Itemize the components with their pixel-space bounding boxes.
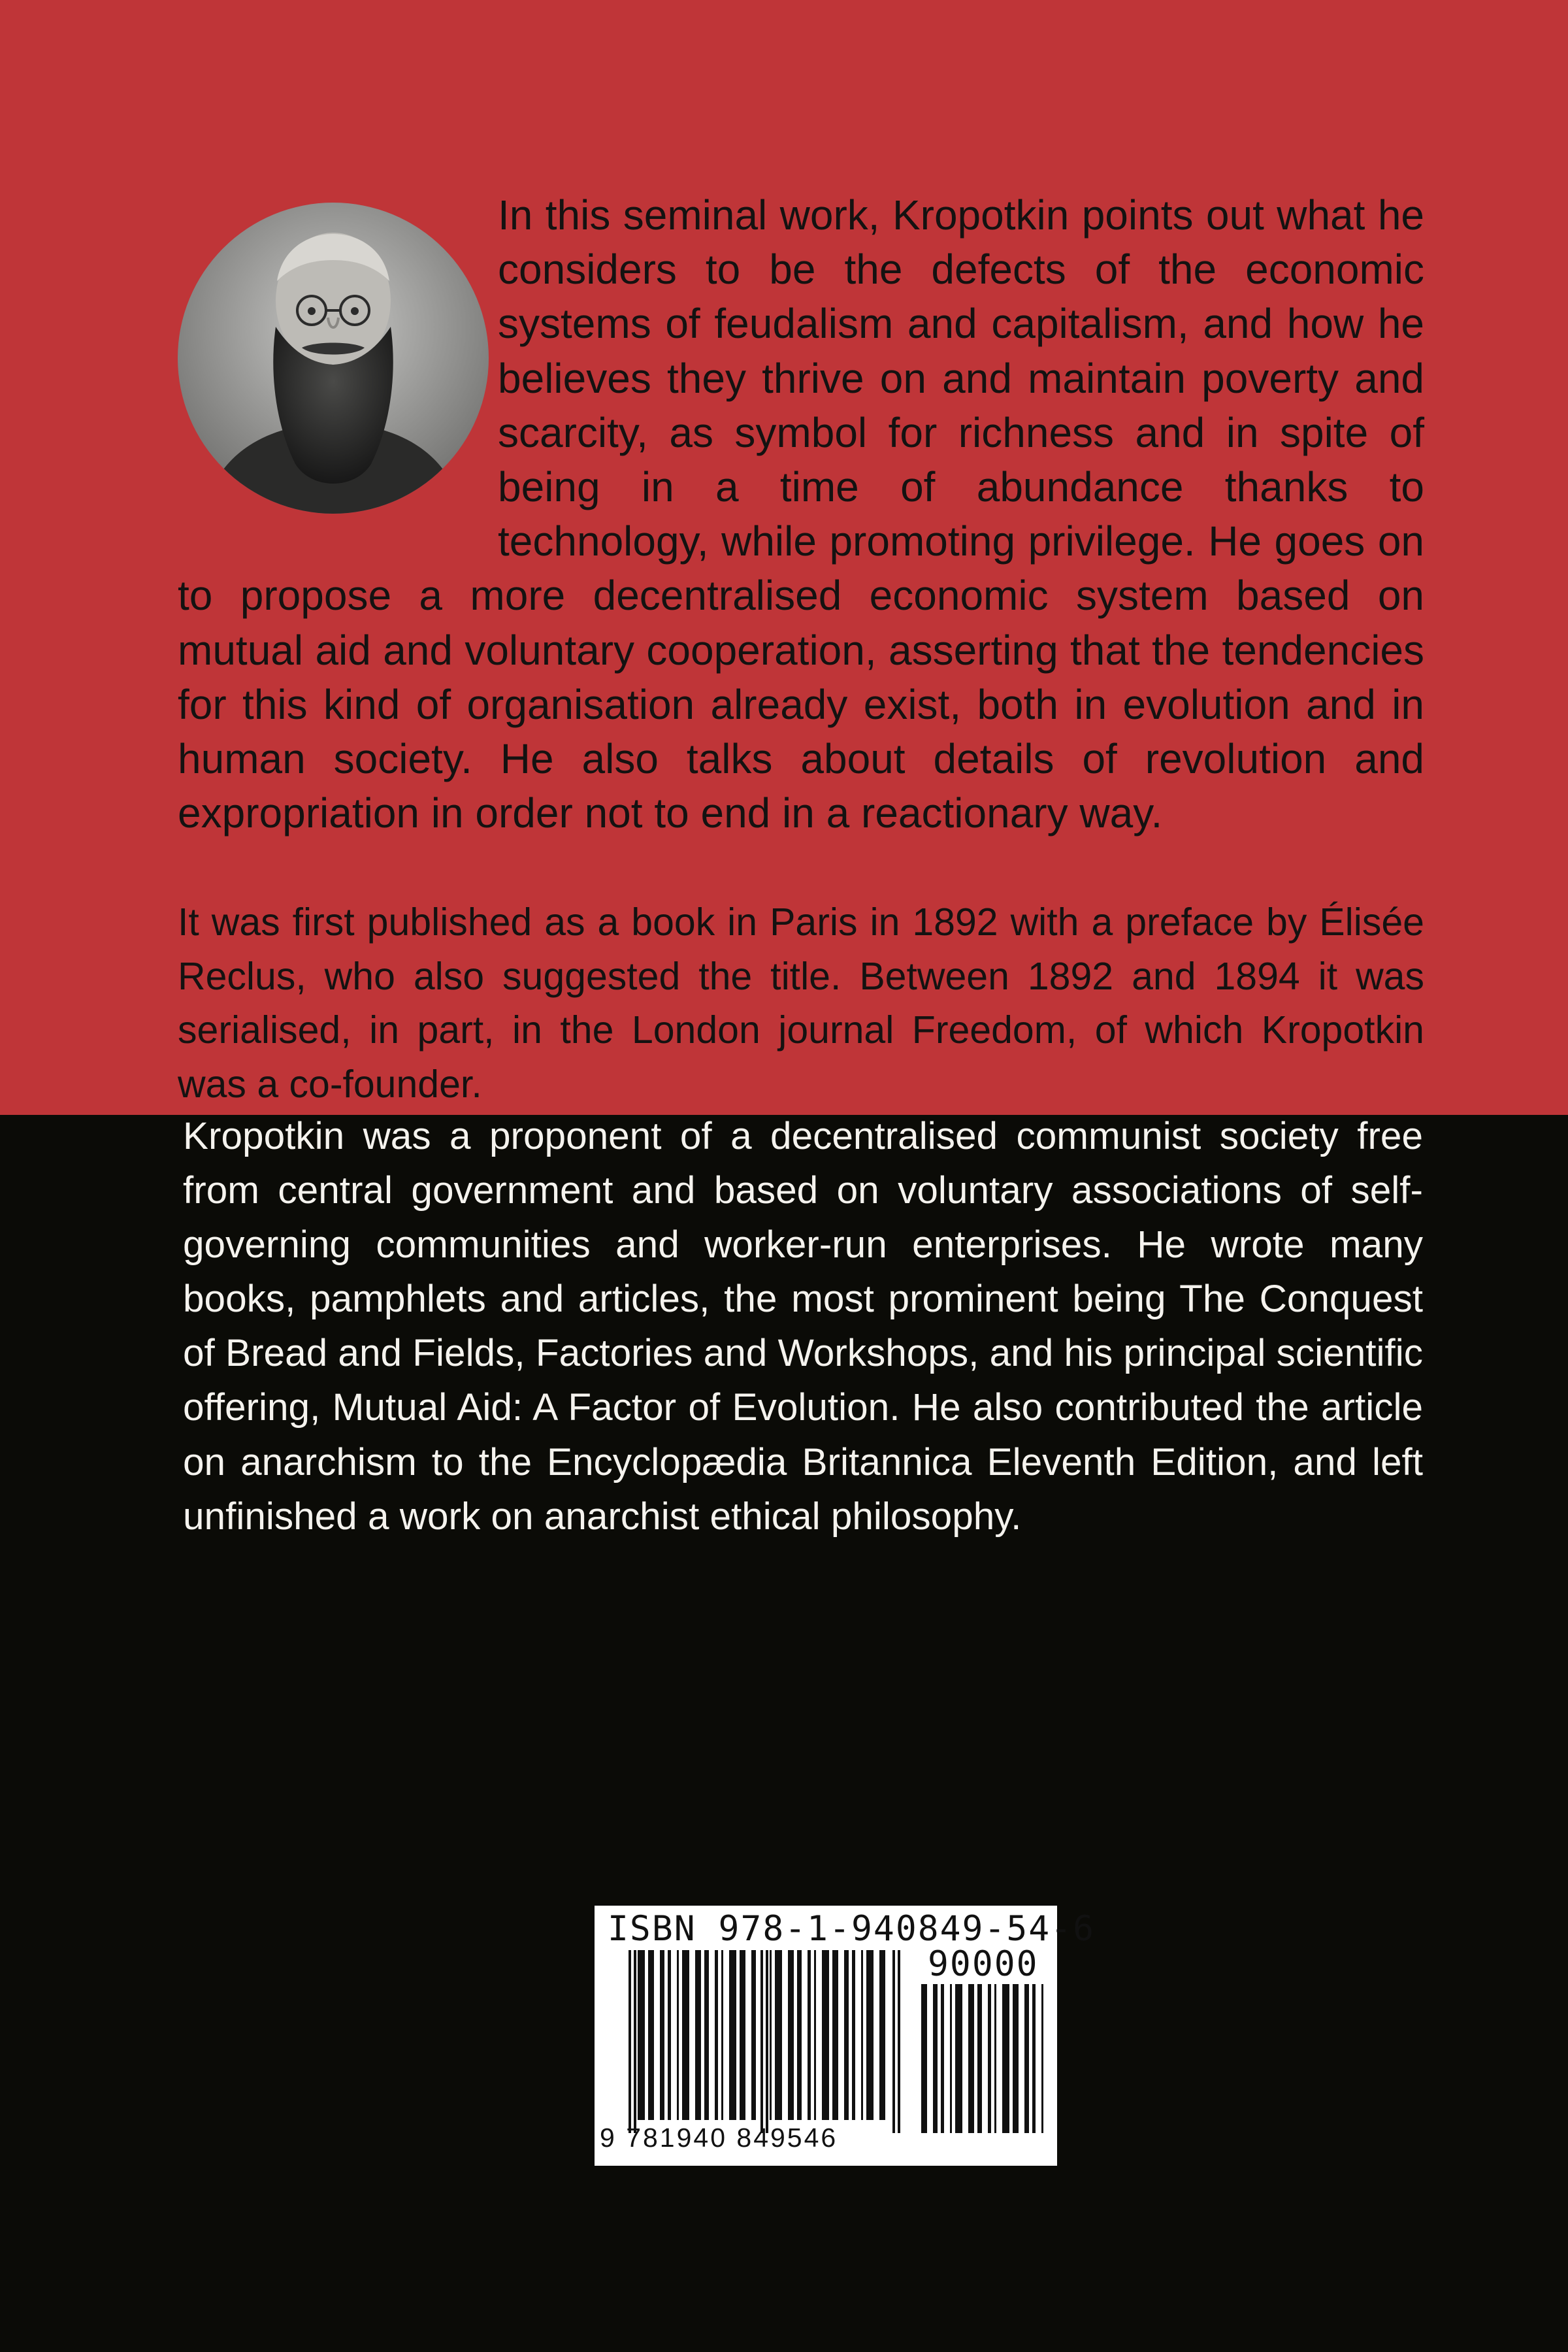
barcode-bar [770,1950,772,2120]
barcode-bar [740,1950,745,2120]
barcode-bar [921,1984,927,2133]
isbn-label: ISBN 978-1-940849-54-6 [608,1909,1095,1949]
barcode-bar [682,1950,689,2120]
price-code: 90000 [928,1944,1039,1984]
barcode-bar [660,1950,664,2120]
barcode-bar [814,1950,816,2120]
barcode-bar [822,1950,829,2120]
ean-digits: 9 781940 849546 [600,2123,838,2153]
barcode-bar [852,1950,855,2120]
barcode-guard-bar [898,1950,900,2133]
barcode-bar [1002,1984,1009,2133]
barcode-bar [788,1950,794,2120]
barcode-bar [638,1950,645,2120]
summary-text: In this seminal work, Kropotkin points out what he considers to be the defects of the economic systems of feudalism and capitalism, and how he believes they thrive on and maintain poverty and scarcity, as symbol for richness and in spite of being in a time of abundance thanks to technology, while promoting privilege. He goes on to propose a more decentralised economic system based on mutual aid and voluntary cooperation, asserting that the tendencies for this kind of organisation already exist, both in evolution and in human society. He also talks about details of revolution and expropriation in order not to end in a reactionary way. [178,191,1424,837]
barcode-bar [933,1984,938,2133]
barcode-bar [704,1950,709,2120]
barcode-bar [861,1950,863,2120]
isbn-barcode [595,1906,1095,2166]
barcode-bar [797,1950,802,2120]
barcode-bar [844,1950,849,2120]
barcode-bar [668,1950,671,2120]
barcode-guard-bar [760,1950,763,2133]
barcode-bar [648,1950,654,2120]
barcode-bar [977,1984,982,2133]
barcode-bar [950,1984,952,2133]
barcode-bar [677,1950,679,2120]
portrait-float-spacer [178,188,498,554]
book-summary [178,188,1424,840]
barcode-guard-bar [634,1950,636,2133]
barcode-bar [1013,1984,1019,2133]
barcode-bar [715,1950,718,2120]
publication-history: It was first published as a book in Paris in 1892 with a preface by Élisée Reclus, who also suggested the title. Between 1892 and 1894 it was serialised, in part, in the London journal Freedom, of which Kropotkin was a co-founder. [178,901,1424,1106]
barcode-bar [988,1984,991,2133]
barcode-bar [695,1950,701,2120]
barcode-bar [721,1950,723,2120]
barcode-bar [1041,1984,1043,2133]
barcode-bar [866,1950,874,2120]
barcode-bar [1032,1984,1036,2133]
barcode-bar [808,1950,811,2120]
barcode-bar [775,1950,782,2120]
author-biography: Kropotkin was a proponent of a decentralised communist society free from central government and based on voluntary associations of self-governing communities and worker-run enterprises. He wrote many books, pamphlets and articles, the most prominent being The Conquest of Bread and Fields, Factories and Workshops, and his principal scientific offering, Mutual Aid: A Factor of Evolution. He also contributed the article on anarchism to the Encyclopædia Britannica Eleventh Edition, and left unfinished a work on anarchist ethical philosophy. [183,1115,1423,1538]
barcode-bar [994,1984,996,2133]
barcode-guard-bar [892,1950,895,2133]
barcode-guard-bar [629,1950,631,2133]
barcode-guard-bar [766,1950,768,2133]
barcode-bar [751,1950,756,2120]
barcode-bar [879,1950,885,2120]
barcode-bar [955,1984,962,2133]
barcode-bar [729,1950,736,2120]
barcode-bar [968,1984,974,2133]
barcode-bar [1024,1984,1029,2133]
barcode-bar [941,1984,944,2133]
barcode-bar [832,1950,838,2120]
